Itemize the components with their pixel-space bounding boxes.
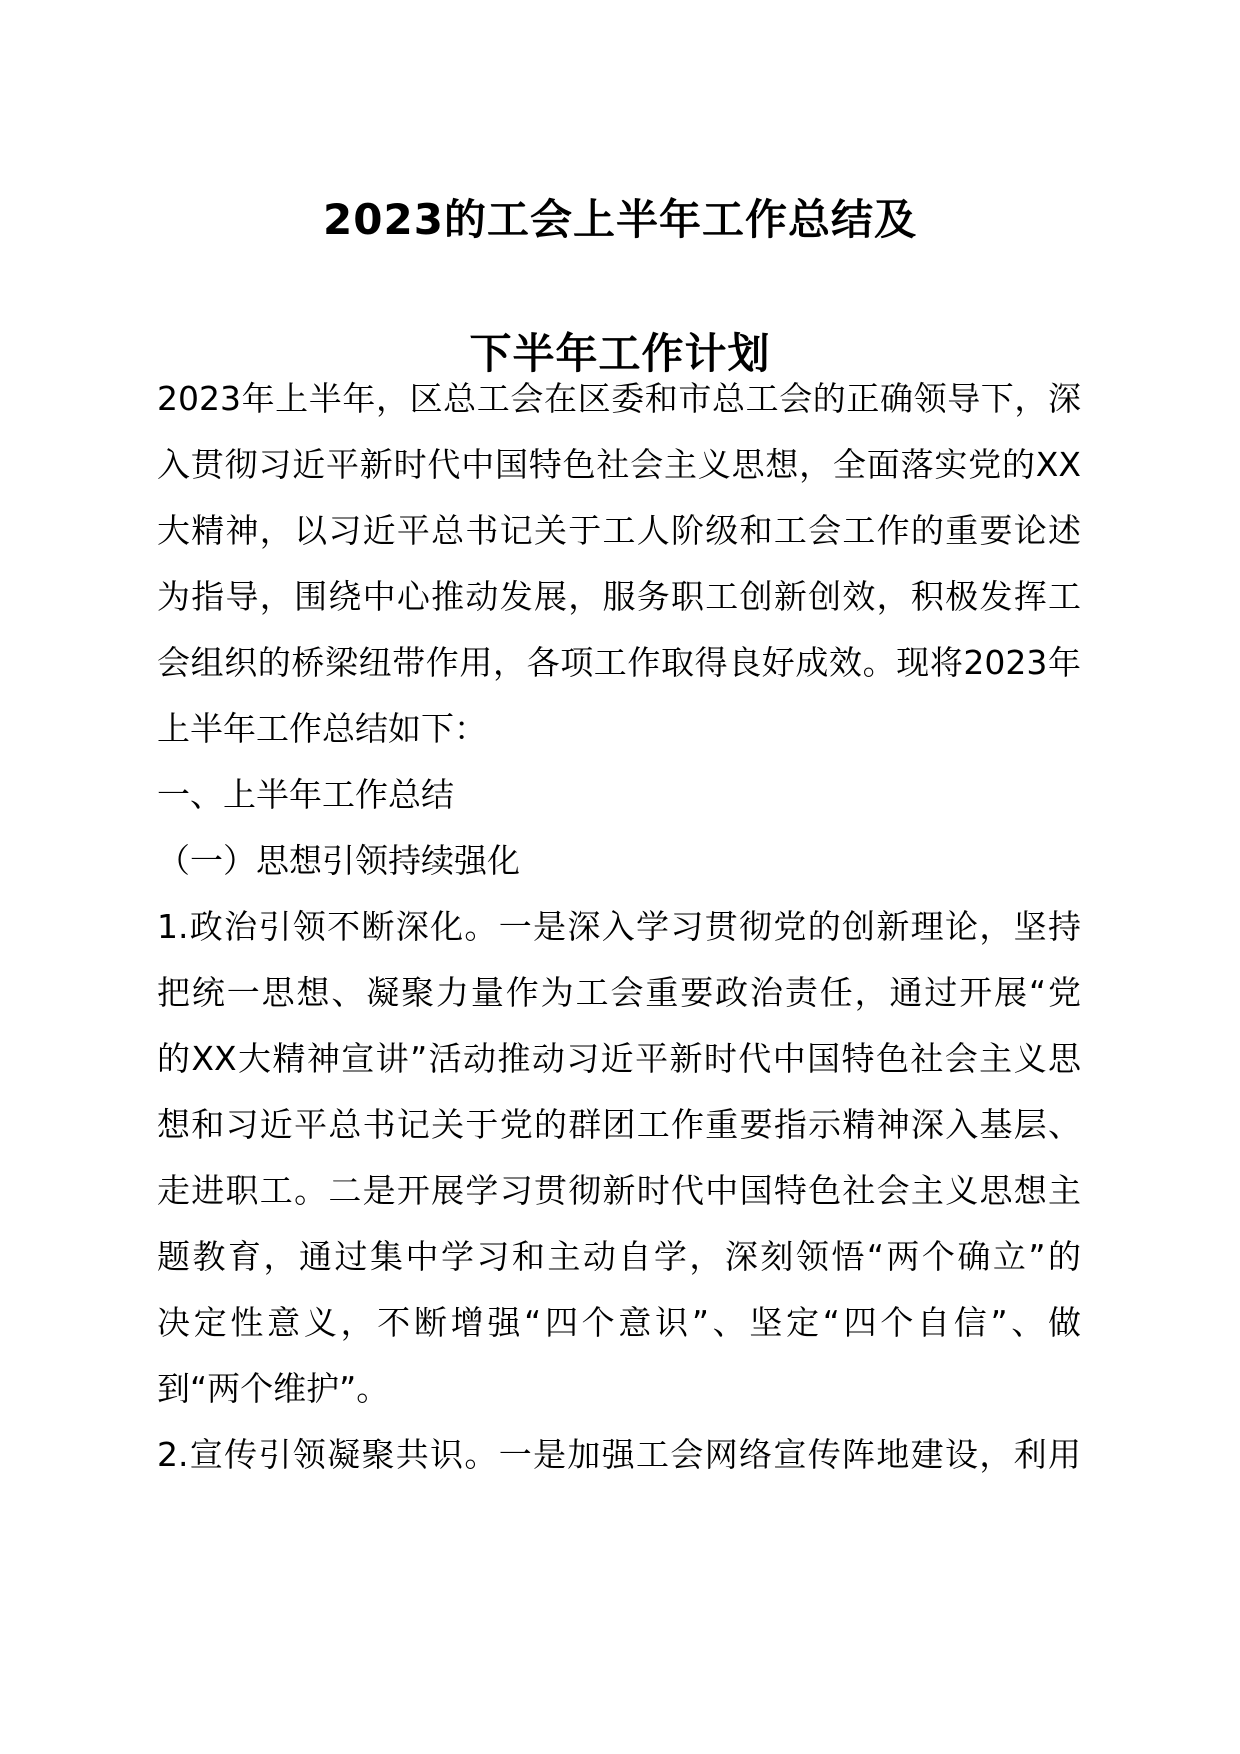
document-title-line-2: 下半年工作计划: [469, 329, 771, 378]
body-line: 想和习近平总书记关于党的群团工作重要指示精神深入基层、: [157, 1105, 1081, 1144]
body-line: 会组织的桥梁纽带作用，各项工作取得良好成效。现将2023年: [157, 643, 1081, 682]
body-line: 到“两个维护”。: [157, 1369, 390, 1408]
body-line: 把统一思想、凝聚力量作为工会重要政治责任，通过开展“党: [157, 973, 1081, 1012]
body-line: 2023年上半年，区总工会在区委和市总工会的正确领导下，深: [157, 379, 1081, 418]
subsection-heading: （一）思想引领持续强化: [157, 841, 520, 880]
body-line: 题教育，通过集中学习和主动自学，深刻领悟“两个确立”的: [157, 1237, 1081, 1276]
body-line: 上半年工作总结如下：: [157, 709, 487, 748]
section-heading: 一、上半年工作总结: [157, 775, 454, 814]
document-title-line-1: 2023的工会上半年工作总结及: [323, 195, 917, 244]
body-line: 的XX大精神宣讲”活动推动习近平新时代中国特色社会主义思: [157, 1039, 1081, 1078]
body-line: 走进职工。二是开展学习贯彻新时代中国特色社会主义思想主: [157, 1171, 1081, 1210]
body-line: 为指导，围绕中心推动发展，服务职工创新创效，积极发挥工: [157, 577, 1081, 616]
body-line: 入贯彻习近平新时代中国特色社会主义思想，全面落实党的XX: [157, 445, 1081, 484]
body-line: 决定性意义，不断增强“四个意识”、坚定“四个自信”、做: [157, 1303, 1081, 1342]
body-line: 大精神，以习近平总书记关于工人阶级和工会工作的重要论述: [157, 511, 1081, 550]
body-line: 2.宣传引领凝聚共识。一是加强工会网络宣传阵地建设，利用: [157, 1435, 1081, 1474]
body-line: 1.政治引领不断深化。一是深入学习贯彻党的创新理论，坚持: [157, 907, 1081, 946]
